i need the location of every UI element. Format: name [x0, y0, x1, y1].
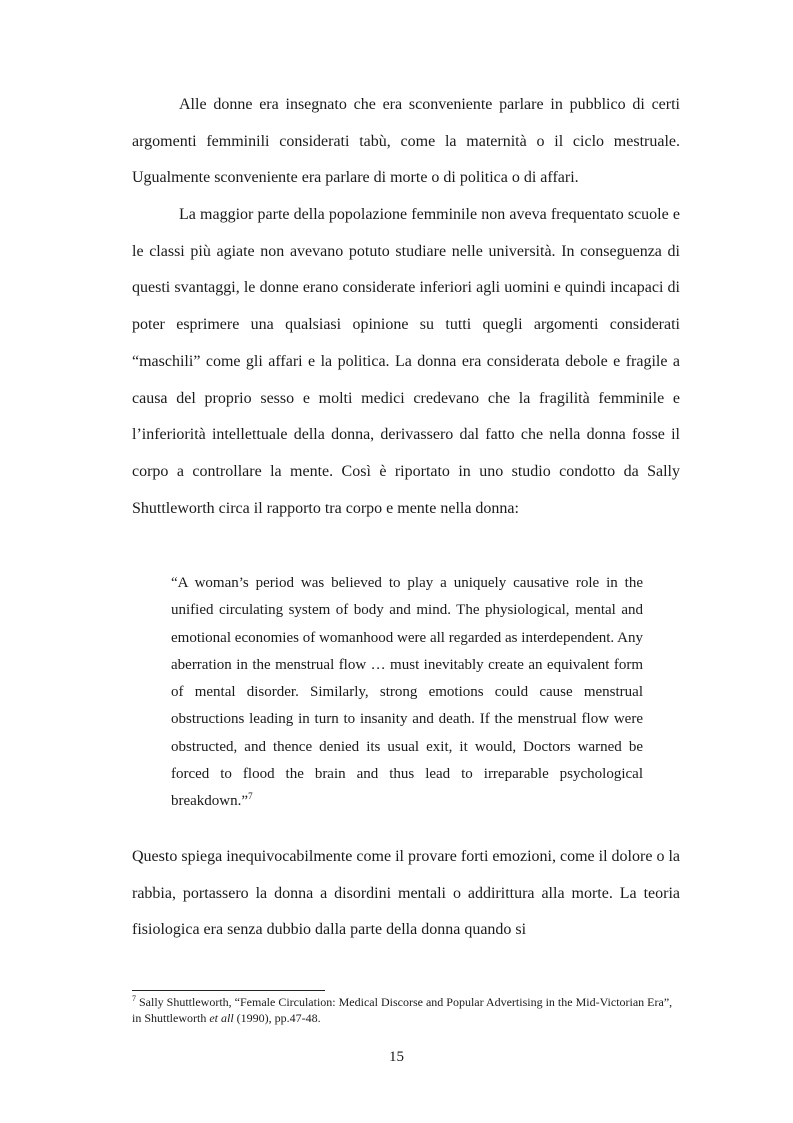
footnote-text-after: (1990), pp.47-48. — [233, 1011, 321, 1025]
footnote — [132, 994, 680, 1026]
footnote-number: 7 — [132, 994, 136, 1003]
paragraph-2: La maggior parte della popolazione femminile non aveva frequentato scuole e le classi più agiate non avevano potuto studiare nelle università. In conseguenza di questi svantaggi, le donne erano considerate inferiori agli uomini e quindi incapaci di poter esprimere una qualsiasi opinione su tutti quegli argomenti considerati “maschili” come gli affari e la politica. La donna era considerata debole e fragile a causa del proprio sesso e molti medici credevano che la fragilità femminile e l’inferiorità intellettuale della donna, derivassero dal fatto che nella donna fosse il corpo a controllare la mente. Così è riportato in uno studio condotto da Sally Shuttleworth circa il rapporto tra corpo e mente nella donna: — [132, 206, 680, 517]
block-quote — [171, 570, 643, 816]
footnote-reference[interactable]: 7 — [248, 791, 253, 802]
paragraph-3: Questo spiega inequivocabilmente come il provare forti emozioni, come il dolore o la rabbia, portassero la donna a disordini mentali o addirittura alla morte. La teoria fisiologica era senza dubbio dalla parte della donna quando si — [132, 848, 680, 939]
block-quote-text: “A woman’s period was believed to play a uniquely causative role in the unified circulating system of body and mind. The physiological, mental and emotional economies of womanhood were all regarded as interdependent. Any aberration in the menstrual flow … must inevitably create an equivalent form of mental disorder. Similarly, strong emotions could cause menstrual obstructions leading in turn to insanity and death. If the menstrual flow were obstructed, and thence denied its usual exit, it would, Doctors warned be forced to flood the brain and thus lead to irreparable psychological breakdown.” — [171, 575, 643, 810]
footnote-italic: et all — [209, 1011, 234, 1025]
paragraph-1: Alle donne era insegnato che era sconveniente parlare in pubblico di certi argomenti femminili considerati tabù, come la maternità o il ciclo mestruale. Ugualmente sconveniente era parlare di morte o di politica o di affari. — [132, 96, 680, 187]
footnote-separator — [132, 990, 325, 991]
footnote-text-before: Sally Shuttleworth, “Female Circulation: Medical Discorse and Popular Advertising in the Mid-Victorian Era”, in Shuttleworth — [132, 995, 673, 1025]
page-number: 15 — [389, 1049, 404, 1065]
